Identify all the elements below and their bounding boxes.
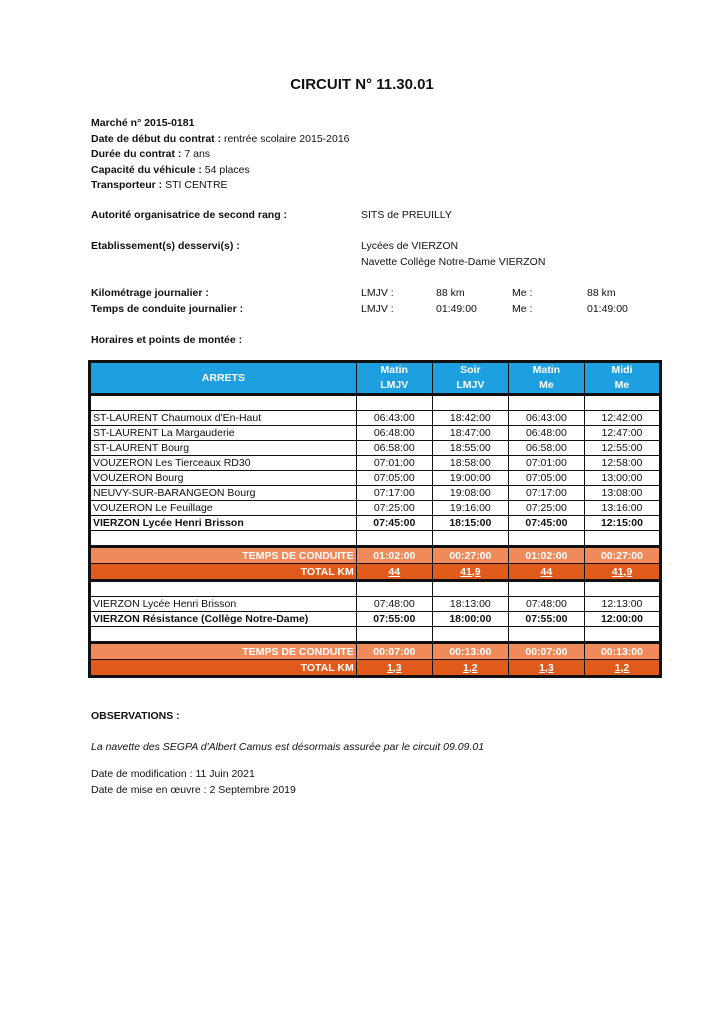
total-km-label: TOTAL KM	[90, 660, 357, 677]
time-cell: 12:13:00	[584, 597, 660, 612]
time-cell: 06:48:00	[356, 426, 432, 441]
empty-row	[90, 395, 661, 411]
total-km-cell: 41,9	[432, 564, 508, 581]
contract-info	[91, 116, 350, 194]
time-cell: 07:25:00	[356, 501, 432, 516]
time-cell: 07:01:00	[508, 456, 584, 471]
time-cell: 06:43:00	[356, 411, 432, 426]
capacite-value: 54 places	[201, 163, 250, 176]
stop-name: VIERZON Lycée Henri Brisson	[90, 597, 357, 612]
kilometrage-lmjv-label: LMJV :	[361, 287, 394, 299]
temps-conduite-me-value: 01:49:00	[587, 303, 628, 315]
table-row-destination	[90, 612, 661, 627]
time-cell: 06:48:00	[508, 426, 584, 441]
transporteur-value: STI CENTRE	[162, 179, 228, 191]
temps-cell: 00:07:00	[508, 643, 584, 660]
table-row	[90, 411, 661, 426]
time-cell: 07:45:00	[356, 516, 432, 531]
time-cell: 18:47:00	[432, 426, 508, 441]
time-cell: 06:58:00	[508, 441, 584, 456]
time-cell: 18:55:00	[432, 441, 508, 456]
total-km-row	[90, 660, 661, 677]
time-cell: 12:47:00	[584, 426, 660, 441]
header-matin-lmjv: Matin LMJV	[356, 362, 432, 395]
etablissement-2: Navette Collège Notre-Dame VIERZON	[361, 256, 546, 268]
time-cell: 07:45:00	[508, 516, 584, 531]
total-km-cell: 44	[356, 564, 432, 581]
stop-name: ST-LAURENT La Margauderie	[90, 426, 357, 441]
time-cell: 12:15:00	[584, 516, 660, 531]
time-cell: 12:55:00	[584, 441, 660, 456]
time-cell: 07:05:00	[508, 471, 584, 486]
stop-name: VIERZON Lycée Henri Brisson	[90, 516, 357, 531]
date-modification: Date de modification : 11 Juin 2021	[91, 768, 255, 780]
capacite-label: Capacité du véhicule :	[91, 163, 202, 176]
temps-conduite-label: TEMPS DE CONDUITE	[90, 643, 357, 660]
time-cell: 12:42:00	[584, 411, 660, 426]
time-cell: 12:58:00	[584, 456, 660, 471]
time-cell: 07:01:00	[356, 456, 432, 471]
time-cell: 07:25:00	[508, 501, 584, 516]
time-cell: 07:17:00	[356, 486, 432, 501]
table-row-destination	[90, 516, 661, 531]
duree-label: Durée du contrat :	[91, 148, 182, 160]
time-cell: 07:55:00	[508, 612, 584, 627]
time-cell: 06:58:00	[356, 441, 432, 456]
temps-cell: 01:02:00	[356, 547, 432, 564]
autorite-value: SITS de PREUILLY	[361, 209, 452, 221]
time-cell: 18:15:00	[432, 516, 508, 531]
time-cell: 18:00:00	[432, 612, 508, 627]
kilometrage-me-value: 88 km	[587, 287, 616, 299]
time-cell: 13:08:00	[584, 486, 660, 501]
temps-conduite-row	[90, 547, 661, 564]
stop-name: VOUZERON Bourg	[90, 471, 357, 486]
stop-name: ST-LAURENT Bourg	[90, 441, 357, 456]
table-row	[90, 486, 661, 501]
time-cell: 07:48:00	[356, 597, 432, 612]
stop-name: VOUZERON Le Feuillage	[90, 501, 357, 516]
time-cell: 19:16:00	[432, 501, 508, 516]
time-cell: 19:00:00	[432, 471, 508, 486]
temps-cell: 00:27:00	[584, 547, 660, 564]
temps-conduite-row	[90, 643, 661, 660]
empty-row	[90, 581, 661, 597]
time-cell: 07:05:00	[356, 471, 432, 486]
temps-conduite-label: Temps de conduite journalier :	[91, 303, 244, 315]
table-row	[90, 501, 661, 516]
temps-cell: 01:02:00	[508, 547, 584, 564]
header-matin-me: Matin Me	[508, 362, 584, 395]
observations-label: OBSERVATIONS :	[91, 710, 180, 722]
kilometrage-label: Kilométrage journalier :	[91, 287, 209, 299]
table-row	[90, 471, 661, 486]
stop-name: NEUVY-SUR-BARANGEON Bourg	[90, 486, 357, 501]
header-soir-lmjv: Soir LMJV	[432, 362, 508, 395]
total-km-cell: 1,2	[432, 660, 508, 677]
temps-cell: 00:27:00	[432, 547, 508, 564]
time-cell: 19:08:00	[432, 486, 508, 501]
table-row	[90, 426, 661, 441]
time-cell: 12:00:00	[584, 612, 660, 627]
temps-conduite-label: TEMPS DE CONDUITE	[90, 547, 357, 564]
temps-conduite-lmjv-label: LMJV :	[361, 303, 394, 315]
etablissements-label: Etablissement(s) desservi(s) :	[91, 240, 240, 252]
transporteur-label: Transporteur :	[91, 179, 163, 191]
temps-cell: 00:13:00	[584, 643, 660, 660]
date-debut-label: Date de début du contrat :	[91, 132, 222, 145]
stop-name: VOUZERON Les Tierceaux RD30	[90, 456, 357, 471]
table-row	[90, 441, 661, 456]
time-cell: 13:00:00	[584, 471, 660, 486]
header-arrets: ARRETS	[90, 362, 357, 395]
total-km-cell: 44	[508, 564, 584, 581]
total-km-cell: 1,3	[508, 660, 584, 677]
observations-note: La navette des SEGPA d'Albert Camus est désormais assurée par le circuit 09.09.01	[91, 741, 485, 753]
stop-name: VIERZON Résistance (Collège Notre-Dame)	[90, 612, 357, 627]
date-mise-en-oeuvre: Date de mise en œuvre : 2 Septembre 2019	[91, 784, 296, 796]
empty-row	[90, 531, 661, 547]
time-cell: 06:43:00	[508, 411, 584, 426]
total-km-cell: 1,3	[356, 660, 432, 677]
date-debut-value: rentrée scolaire 2015-2016	[221, 132, 350, 145]
temps-cell: 00:07:00	[356, 643, 432, 660]
table-header-row	[90, 362, 661, 395]
total-km-row	[90, 564, 661, 581]
time-cell: 18:58:00	[432, 456, 508, 471]
temps-conduite-me-label: Me :	[512, 303, 533, 315]
table-row	[90, 597, 661, 612]
horaires-label: Horaires et points de montée :	[91, 334, 243, 346]
temps-conduite-lmjv-value: 01:49:00	[436, 303, 477, 315]
header-midi-me: Midi Me	[584, 362, 660, 395]
kilometrage-lmjv-value: 88 km	[436, 287, 465, 299]
stop-name: ST-LAURENT Chaumoux d'En-Haut	[90, 411, 357, 426]
etablissement-1: Lycées de VIERZON	[361, 240, 459, 252]
autorite-label: Autorité organisatrice de second rang :	[91, 209, 288, 221]
total-km-cell: 41,9	[584, 564, 660, 581]
kilometrage-me-label: Me :	[512, 287, 533, 299]
empty-row	[90, 627, 661, 643]
time-cell: 18:13:00	[432, 597, 508, 612]
temps-cell: 00:13:00	[432, 643, 508, 660]
schedule-table	[88, 360, 662, 678]
time-cell: 07:48:00	[508, 597, 584, 612]
time-cell: 07:55:00	[356, 612, 432, 627]
page-title: CIRCUIT N° 11.30.01	[290, 76, 434, 93]
time-cell: 18:42:00	[432, 411, 508, 426]
total-km-cell: 1,2	[584, 660, 660, 677]
time-cell: 13:16:00	[584, 501, 660, 516]
marche-number: Marché n° 2015-0181	[91, 117, 195, 129]
duree-value: 7 ans	[181, 148, 211, 160]
table-row	[90, 456, 661, 471]
time-cell: 07:17:00	[508, 486, 584, 501]
total-km-label: TOTAL KM	[90, 564, 357, 581]
